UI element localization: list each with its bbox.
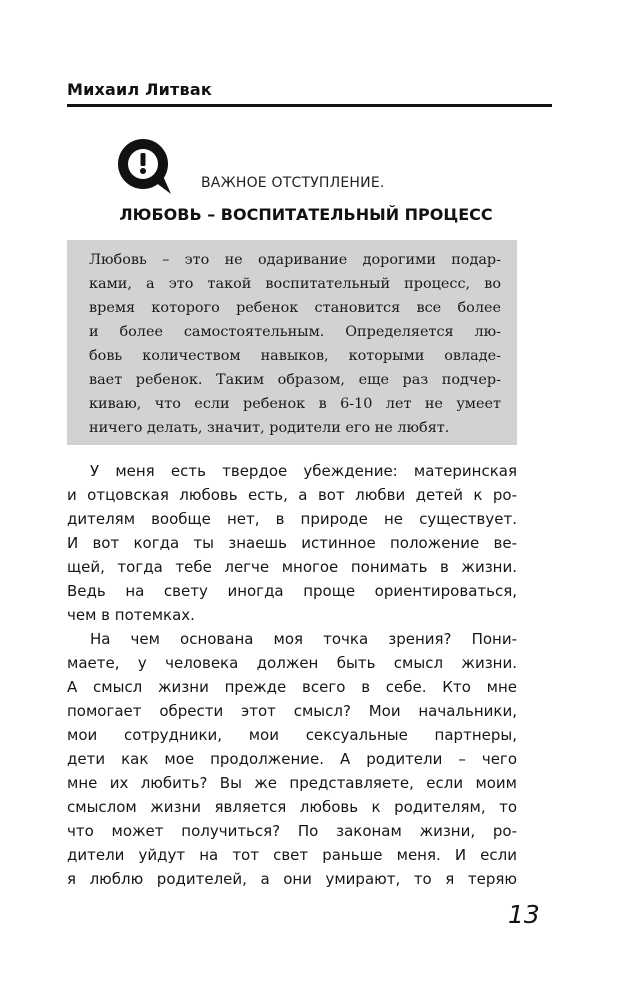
body-line: смыслом жизни является любовь к родителям, то [67, 798, 517, 816]
note-line: киваю, что если ребенок в 6-10 лет не умеет [89, 396, 501, 412]
note-line: время которого ребенок становится все более [89, 300, 501, 316]
body-line: маете, у человека должен быть смысл жизни. [67, 654, 517, 672]
note-title: ЛЮБОВЬ – ВОСПИТАТЕЛЬНЫЙ ПРОЦЕСС [119, 205, 493, 224]
body-line: помогает обрести этот смысл? Мои начальники, [67, 702, 517, 720]
page-number: 13 [508, 900, 540, 929]
note-label: ВАЖНОЕ ОТСТУПЛЕНИЕ. [201, 175, 385, 191]
body-line: У меня есть твердое убеждение: материнская [90, 462, 517, 480]
note-line: вает ребенок. Таким образом, еще раз подчер- [89, 372, 501, 388]
body-line: мои сотрудники, мои сексуальные партнеры, [67, 726, 517, 744]
body-line: дителям вообще нет, в природе не существует. [67, 510, 517, 528]
note-line: ничего делать, значит, родители его не любят. [89, 420, 450, 436]
body-line: На чем основана моя точка зрения? Пони- [90, 630, 517, 648]
note-line: ками, а это такой воспитательный процесс, во [89, 276, 501, 292]
body-line: А смысл жизни прежде всего в себе. Кто мне [67, 678, 517, 696]
body-line: чем в потемках. [67, 606, 195, 624]
note-line: бовь количеством навыков, которыми овладе- [89, 348, 501, 364]
body-line: я люблю родителей, а они умирают, то я теряю [67, 870, 517, 888]
note-line: Любовь – это не одаривание дорогими подар- [89, 252, 501, 268]
body-line: И вот когда ты знаешь истинное положение ве- [67, 534, 517, 552]
body-line: и отцовская любовь есть, а вот любви детей к ро- [67, 486, 517, 504]
note-line: и более самостоятельным. Определяется лю- [89, 324, 501, 340]
body-line: дители уйдут на тот свет раньше меня. И если [67, 846, 517, 864]
body-line: дети как мое продолжение. А родители – чего [67, 750, 517, 768]
note-box [67, 240, 517, 445]
body-line: мне их любить? Вы же представляете, если моим [67, 774, 517, 792]
body-line: щей, тогда тебе легче многое понимать в жизни. [67, 558, 517, 576]
exclamation-bubble-icon [115, 136, 175, 196]
header-rule [67, 104, 552, 107]
body-line: что может получиться? По законам жизни, ро- [67, 822, 517, 840]
running-head-author: Михаил Литвак [67, 80, 212, 99]
body-line: Ведь на свету иногда проще ориентироваться, [67, 582, 517, 600]
